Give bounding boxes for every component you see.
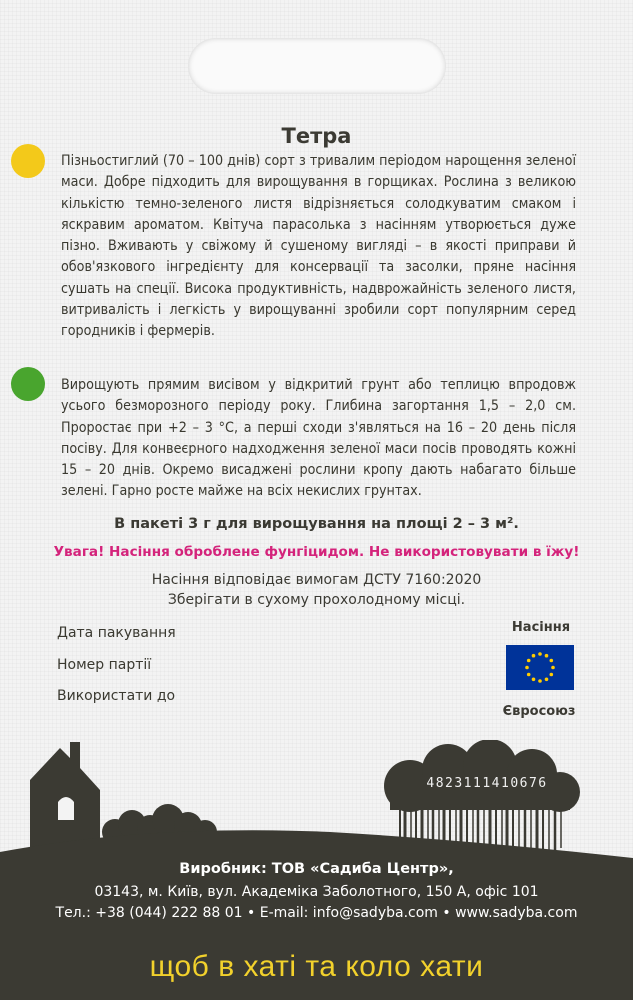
growing-paragraph: Вирощують прямим висівом у відкритий грунт або теплицю впродовж усього безморозного періоду року. Глибина загортання 1,5 – 2,0 см. Проростає при +2 – 3 °С, а перші сходи з'являться на 16 – 20 день після посіву. Для конвеєрного надходження зеленої маси посів проводять кожні 15 – 20 днів. Окремо висаджені рослини кропу дають набагато більше зелені. Гарно росте майже на всіх некислих грунтах.	[61, 377, 576, 500]
eu-flag-icon	[506, 645, 574, 690]
use-by-label: Використати до	[57, 688, 176, 704]
pack-date-label: Дата пакування	[57, 625, 176, 641]
house-silhouette	[30, 742, 100, 850]
storage-note: Зберігати в сухому прохолодному місці.	[167, 592, 466, 608]
barcode-number: 4823111410676	[426, 776, 548, 791]
house-window	[58, 797, 74, 820]
manufacturer-address: 03143, м. Київ, вул. Академіка Заболотного, 150 А, офіс 101	[94, 884, 539, 900]
brand-slogan: щоб в хаті та коло хати	[149, 950, 484, 983]
product-title: Тетра	[281, 124, 352, 148]
hang-hole	[188, 38, 446, 94]
eu-stars	[525, 652, 555, 683]
yellow-dot-icon	[11, 144, 45, 178]
green-dot-icon	[11, 367, 45, 401]
eu-seeds-label: Насіння	[511, 620, 571, 635]
eu-union-label: Євросоюз	[502, 704, 576, 719]
fungicide-warning: Увага! Насіння оброблене фунгіцидом. Не використовувати в їжу!	[53, 544, 580, 560]
manufacturer-contacts: Тел.: +38 (044) 222 88 01 • E-mail: info@sadyba.com • www.sadyba.com	[55, 905, 578, 921]
batch-number-label: Номер партії	[57, 657, 152, 673]
description-paragraph: Пізньостиглий (70 – 100 днів) сорт з тривалим періодом нарощення зеленої маси. Добре підходить для вирощування в горщиках. Рослина з великою кількістю темно-зеленого листя відрізняється солодкуватим смаком і яскравим ароматом. Квітуча парасолька з насінням утворюється дуже пізно. Вживають у свіжому й сушеному вигляді – в якості приправи й обов'язкового інгредієнту для консервації та засолки, пряне насіння сушать на спеції. Висока продуктивність, надврожайність зеленого листя, витривалість і легкість у вирощуванні зробили сорт популярним серед городників і фермерів.	[61, 153, 576, 340]
standard-note: Насіння відповідає вимогам ДСТУ 7160:2020	[151, 572, 482, 588]
pack-amount: В пакеті 3 г для вирощування на площі 2 – 3 м².	[114, 516, 519, 532]
manufacturer-name: Виробник: ТОВ «Садиба Центр»,	[179, 861, 454, 877]
